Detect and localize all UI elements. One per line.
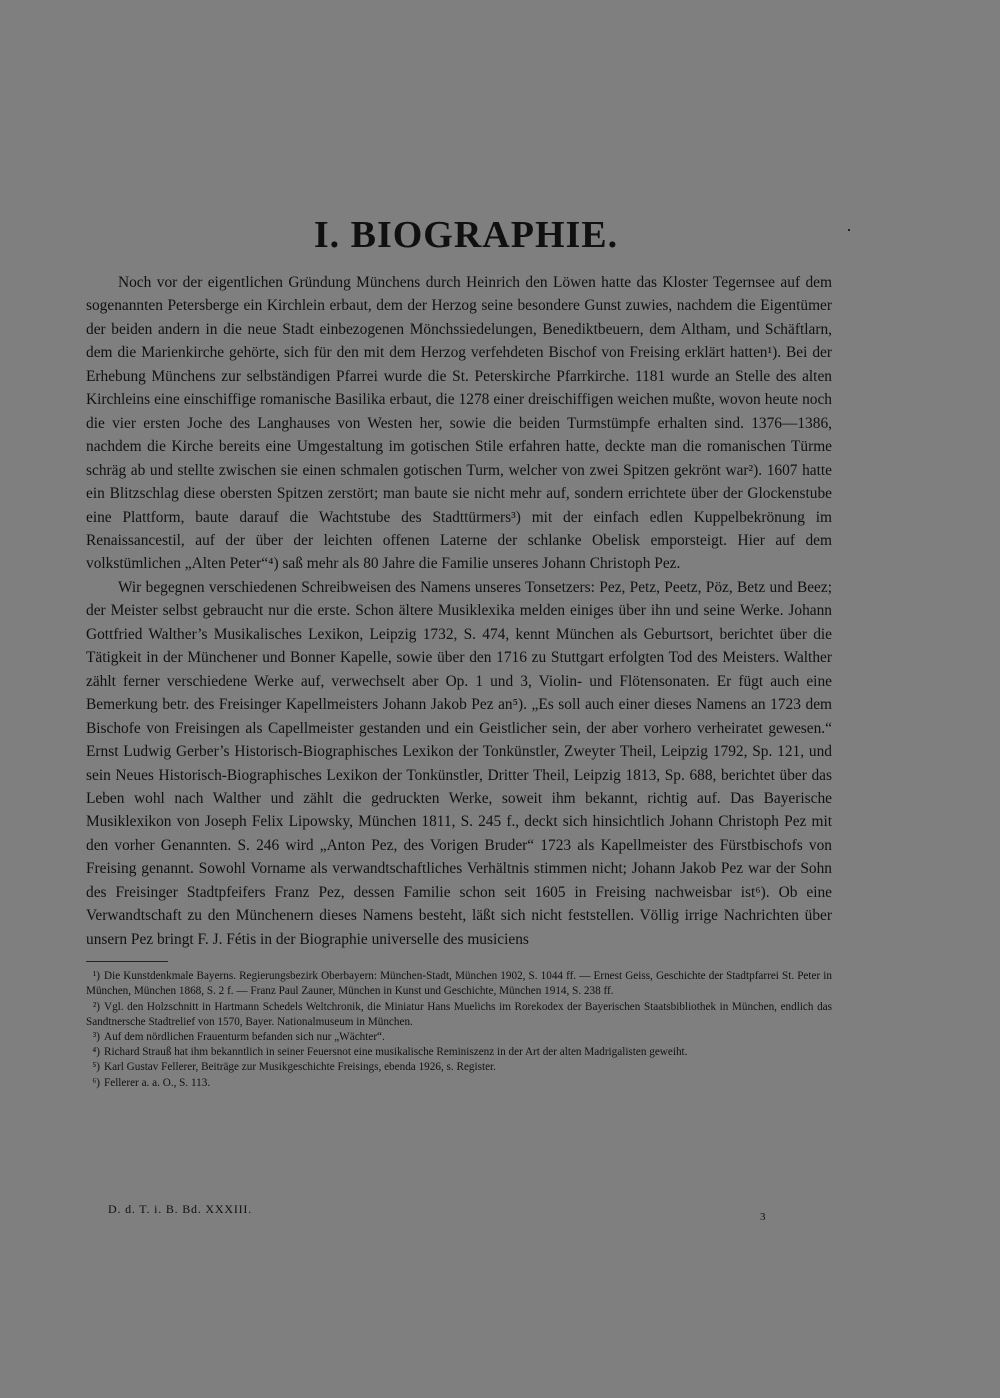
footnote-2	[86, 1000, 832, 1030]
footnote-5	[86, 1060, 832, 1075]
footnote-2-text: Vgl. den Holzschnitt in Hartmann Schedels Weltchronik, die Miniatur Hans Muelichs im Rorekodex der Bayerischen Staatsbibliothek in München, endlich das Sandtnersche Stadtrelief von 1570, Bayer. Nationalmuseum in München.	[86, 1000, 832, 1028]
footnote-1	[86, 969, 832, 999]
footnote-4-number: ⁴)	[92, 1046, 100, 1059]
body-text	[86, 271, 832, 951]
footnote-4-text: Richard Strauß hat ihm bekanntlich in seiner Feuersnot eine musikalische Reminiszenz in der Art der alten Madrigalisten geweiht.	[104, 1046, 688, 1059]
page-number: 3	[760, 1211, 767, 1223]
footnote-1-text: Die Kunstdenkmale Bayerns. Regierungsbezirk Oberbayern: München-Stadt, München 1902, S. 1044 ff. — Ernest Geiss, Geschichte der Stadtpfarrei St. Peter in München, München 1868, S. 2 f. — Franz Paul Zauner, München in Kunst und Geschichte, München 1914, S. 238 ff.	[86, 970, 832, 998]
footnote-6-text: Fellerer a. a. O., S. 113.	[104, 1076, 211, 1089]
footnote-3-text: Auf dem nördlichen Frauenturm befanden sich nur „Wächter“.	[104, 1030, 385, 1043]
footnote-3-number: ³)	[92, 1030, 100, 1043]
page-title: I. BIOGRAPHIE.	[313, 214, 619, 256]
document-page	[86, 212, 832, 1091]
scan-speck	[848, 229, 850, 231]
volume-signature: D. d. T. i. B. Bd. XXXIII.	[108, 1202, 253, 1216]
footnote-6-number: ⁶)	[92, 1076, 100, 1089]
footnotes	[86, 969, 832, 1091]
footnote-3	[86, 1030, 832, 1045]
footnote-1-number: ¹)	[92, 970, 100, 983]
footnote-divider	[86, 961, 168, 962]
paragraph-1: Noch vor der eigentlichen Gründung Münchens durch Heinrich den Löwen hatte das Kloster Tegernsee auf dem sogenannten Petersberge ein Kirchlein erbaut, dem der Herzog seine besondere Gunst zuwies, nachdem die Eigentümer der beiden andern in die neue Stadt einbezogenen Mönchssiedelungen, Benediktbeuern, dem Altham, und Schäftlarn, dem die Marienkirche gehörte, sich für den mit dem Herzog verfehdeten Bischof von Freising erklärt hatten¹). Bei der Erhebung Münchens zur selbständigen Pfarrei wurde die St. Peterskirche Pfarrkirche. 1181 wurde an Stelle des alten Kirchleins eine einschiffige romanische Basilika erbaut, die 1278 einer dreischiffigen weichen mußte, wovon heute noch die vier ersten Joche des Langhauses von Westen her, sowie die beiden Turmstümpfe erhalten sind. 1376—1386, nachdem die Kirche bereits eine Umgestaltung im gotischen Stile erfahren hatte, deckte man die romanischen Türme schräg ab und stellte zwischen sie einen schmalen gotischen Turm, welcher von zwei Spitzen gekrönt war²). 1607 hatte ein Blitzschlag diese obersten Spitzen zerstört; man baute sie nicht mehr auf, sondern errichtete über der Glockenstube eine Plattform, baute darauf die Wachtstube des Stadttürmers³) mit der einfach edlen Kuppelbekrönung im Renaissancestil, auf der über der leichten offenen Laterne der schlanke Obelisk emporsteigt. Hier auf dem volkstümlichen „Alten Peter“⁴) saß mehr als 80 Jahre die Familie unseres Johann Christoph Pez.	[86, 274, 832, 573]
footnote-5-number: ⁵)	[92, 1061, 100, 1074]
footnote-4	[86, 1045, 832, 1060]
footnote-6	[86, 1076, 832, 1091]
paragraph-2: Wir begegnen verschiedenen Schreibweisen des Namens unseres Tonsetzers: Pez, Petz, Peetz, Pöz, Betz und Beez; der Meister selbst gebraucht nur die erste. Schon ältere Musiklexika melden einiges über ihn und seine Werke. Johann Gottfried Walther’s Musikalisches Lexikon, Leipzig 1732, S. 474, kennt München als Geburtsort, berichtet über die Tätigkeit in der Münchener und Bonner Kapelle, sowie über den 1716 zu Stuttgart erfolgten Tod des Meisters. Walther zählt ferner verschiedene Werke auf, verwechselt aber Op. 1 und 3, Violin- und Flötensonaten. Er fügt auch eine Bemerkung betr. des Freisinger Kapellmeisters Johann Jakob Pez an⁵). „Es soll auch einer dieses Namens an 1723 dem Bischofe von Freisingen als Capellmeister gestanden und ein Geistlicher sein, der aber vorhero verheiratet gewesen.“ Ernst Ludwig Gerber’s Historisch-Biographisches Lexikon der Tonkünstler, Zweyter Theil, Leipzig 1792, Sp. 121, und sein Neues Historisch-Biographisches Lexikon der Tonkünstler, Dritter Theil, Leipzig 1813, Sp. 688, berichtet über das Leben wohl nach Walther und zählt die gedruckten Werke, soweit ihm bekannt, richtig auf. Das Bayerische Musiklexikon von Joseph Felix Lipowsky, München 1811, S. 245 f., deckt sich hinsichtlich Johann Christoph Pez mit den vorher Genannten. S. 246 wird „Anton Pez, des Vorigen Bruder“ 1723 als Kapellmeister des Fürstbischofs von Freising genannt. Sowohl Vorname als verwandtschaftliches Verhältnis stimmen nicht; Johann Jakob Pez war der Sohn des Freisinger Stadtpfeifers Franz Pez, dessen Familie schon seit 1605 in Freising nachweisbar ist⁶). Ob eine Verwandtschaft zu den Münchenern dieses Namens besteht, läßt sich nicht feststellen. Völlig irrige Nachrichten über unsern Pez bringt F. J. Fétis in der Biographie universelle des musiciens	[86, 578, 832, 948]
footnote-2-number: ²)	[92, 1000, 100, 1013]
footnote-5-text: Karl Gustav Fellerer, Beiträge zur Musikgeschichte Freisings, ebenda 1926, s. Register.	[104, 1061, 496, 1074]
